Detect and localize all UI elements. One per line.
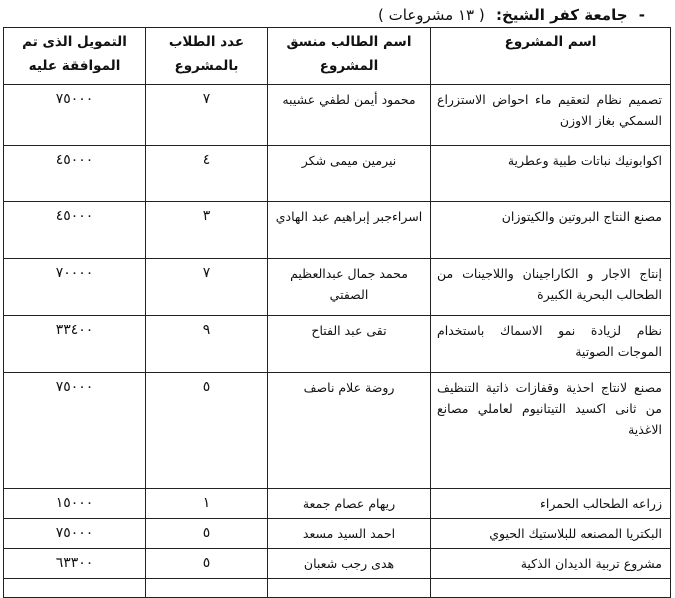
cell-count: ٧ bbox=[146, 259, 268, 316]
cell-student: روضة علام ناصف bbox=[268, 373, 431, 489]
header-student-name: اسم الطالب منسق المشروع bbox=[268, 28, 431, 85]
table-row bbox=[4, 579, 671, 598]
cell-empty bbox=[431, 579, 671, 598]
table-row bbox=[4, 316, 671, 373]
heading-bullet: - bbox=[638, 6, 645, 24]
cell-student: احمد السيد مسعد bbox=[268, 519, 431, 549]
section-heading bbox=[378, 6, 645, 24]
table-row bbox=[4, 373, 671, 489]
cell-empty bbox=[4, 579, 146, 598]
cell-count: ١ bbox=[146, 489, 268, 519]
cell-project: مشروع تربية الديدان الذكية bbox=[431, 549, 671, 579]
cell-count: ٥ bbox=[146, 519, 268, 549]
cell-project: اكوابونيك نباتات طبية وعطرية bbox=[431, 146, 671, 202]
table-row bbox=[4, 549, 671, 579]
cell-project: زراعه الطحالب الحمراء bbox=[431, 489, 671, 519]
cell-funding: ٧٥٠٠٠ bbox=[4, 373, 146, 489]
cell-student: نيرمين ميمى شكر bbox=[268, 146, 431, 202]
cell-student: محمد جمال عبدالعظيم الصفتي bbox=[268, 259, 431, 316]
cell-funding: ١٥٠٠٠ bbox=[4, 489, 146, 519]
table-row bbox=[4, 519, 671, 549]
cell-funding: ٤٥٠٠٠ bbox=[4, 202, 146, 259]
cell-student: ريهام عصام جمعة bbox=[268, 489, 431, 519]
cell-student: هدى رجب شعبان bbox=[268, 549, 431, 579]
table-row bbox=[4, 85, 671, 146]
header-funding: التمويل الذى تم الموافقة عليه bbox=[4, 28, 146, 85]
cell-count: ٣ bbox=[146, 202, 268, 259]
cell-project: نظام لزيادة نمو الاسماك باستخدام الموجات الصوتية bbox=[431, 316, 671, 373]
table-row bbox=[4, 202, 671, 259]
cell-project: مصنع النتاج البروتين والكيتوزان bbox=[431, 202, 671, 259]
cell-count: ٥ bbox=[146, 373, 268, 489]
cell-funding: ٧٥٠٠٠ bbox=[4, 85, 146, 146]
cell-count: ٩ bbox=[146, 316, 268, 373]
cell-project: إنتاج الاجار و الكاراجينان واللاجينات من الطحالب البحرية الكبيرة bbox=[431, 259, 671, 316]
projects-table bbox=[3, 27, 671, 598]
cell-student: تقى عبد الفتاح bbox=[268, 316, 431, 373]
cell-funding: ٧٥٠٠٠ bbox=[4, 519, 146, 549]
cell-project: مصنع لانتاج احذية وقفازات ذاتية التنظيف من ثانى اكسيد التيتانيوم لعاملي مصانع الاغذية bbox=[431, 373, 671, 489]
cell-student: محمود أيمن لطفي عشيبه bbox=[268, 85, 431, 146]
cell-funding: ٧٠٠٠٠ bbox=[4, 259, 146, 316]
header-student-count: عدد الطلاب بالمشروع bbox=[146, 28, 268, 85]
cell-student: اسراءجبر إبراهيم عبد الهادي bbox=[268, 202, 431, 259]
cell-empty bbox=[268, 579, 431, 598]
cell-funding: ٣٣٤٠٠ bbox=[4, 316, 146, 373]
cell-count: ٥ bbox=[146, 549, 268, 579]
heading-project-count: ( ١٣ مشروعات ) bbox=[378, 6, 485, 24]
table-header-row bbox=[4, 28, 671, 85]
cell-empty bbox=[146, 579, 268, 598]
heading-title: جامعة كفر الشيخ: bbox=[495, 6, 628, 24]
table-row bbox=[4, 146, 671, 202]
table-row bbox=[4, 489, 671, 519]
cell-funding: ٦٣٣٠٠ bbox=[4, 549, 146, 579]
cell-project: تصميم نظام لتعقيم ماء احواض الاستزراع السمكي بغاز الاوزن bbox=[431, 85, 671, 146]
cell-count: ٤ bbox=[146, 146, 268, 202]
table-row bbox=[4, 259, 671, 316]
cell-funding: ٤٥٠٠٠ bbox=[4, 146, 146, 202]
cell-project: البكتريا المصنعه للبلاستيك الحيوي bbox=[431, 519, 671, 549]
cell-count: ٧ bbox=[146, 85, 268, 146]
header-project-name: اسم المشروع bbox=[431, 28, 671, 85]
